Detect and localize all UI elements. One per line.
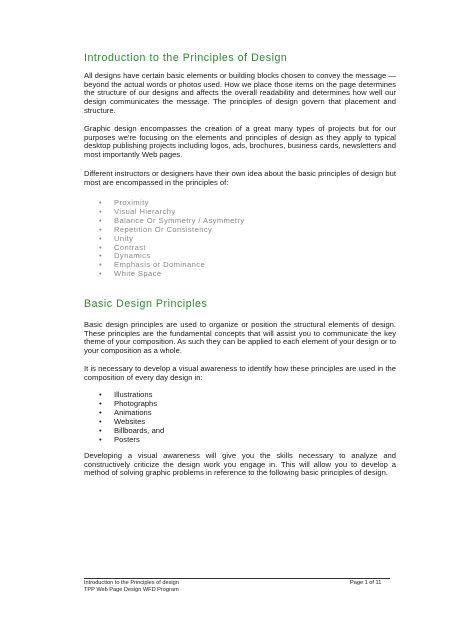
bullet-icon: • [99,390,102,399]
list-item: • Animations [99,407,152,417]
footer-program: TPP Web Page Design WFD Program [84,587,179,593]
bullet-icon: • [99,215,103,225]
list-item: • Repetition Or Consistency [99,224,213,234]
footer-title: Introduction to the Principles of design [84,580,179,586]
list-item: • White Space [99,269,162,279]
closing-paragraph: Developing a visual awareness will give you the skills necessary to analyze and constructively criticize the design work you engage in. This will allow you to develop a method of solving graphic problems in reference to the following basic principles of design. [84,451,396,478]
list-item: • Balance Or Symmetry / Asymmetry [99,215,245,225]
list-item: • Emphasis or Dominance [99,260,206,270]
bullet-icon: • [99,269,103,279]
bullet-icon: • [99,251,103,261]
principles-list [84,199,245,279]
footer-divider [84,578,390,579]
bullet-icon: • [99,398,102,408]
list-item: • Visual Hierarchy [99,206,176,216]
bullet-icon: • [99,206,103,216]
bullet-icon: • [99,198,103,207]
intro-paragraph: All designs have certain basic elements or building blocks chosen to convey the message — beyond the actual words or photos used. How we place those items on the page determines the structure of our designs and affects the overall readability and determines how well our design communicates the message. The principles of design govern that placement and structure. [84,71,396,115]
visual-awareness-paragraph: It is necessary to develop a visual awareness to identify how these principles are used in the composition of every day design in: [84,364,396,382]
list-item: • Posters [99,434,140,444]
list-item: • Billboards, and [99,425,165,435]
graphic-design-paragraph: Graphic design encompasses the creation of a great many types of projects but for our purposes we're focusing on the elements and principles of design as they apply to typical desktop publishing projects including logos, ads, brochures, business cards, newsletters and most importantly Web pages. [84,124,396,160]
list-item: • Photographs [99,398,158,408]
bullet-icon: • [99,224,103,234]
section-heading-introduction: Introduction to the Principles of Design [84,52,288,64]
bullet-icon: • [99,407,102,417]
list-item: • Unity [99,233,134,243]
list-item: • Dynamics [99,251,151,261]
bullet-icon: • [99,434,102,444]
list-item: • Proximity [99,198,149,207]
bullet-icon: • [99,425,102,435]
principles-intro-paragraph: Different instructors or designers have their own idea about the basic principles of design but most are encompassed in the principles of: [84,169,396,187]
list-item: • Contrast [99,242,146,252]
bullet-icon: • [99,416,102,426]
bullet-icon: • [99,233,103,243]
section-heading-basic-principles: Basic Design Principles [84,298,208,310]
page-number: Page 1 of 11 [350,580,382,586]
list-item: • Websites [99,416,146,426]
media-list [84,391,164,444]
basic-principles-paragraph: Basic design principles are used to organize or position the structural elements of design. These principles are the fundamental concepts that will assist you to communicate the key theme of your composition. As such they can be applied to each element of your design or to your composition as a whole. [84,320,396,356]
bullet-icon: • [99,242,103,252]
list-item: • Illustrations [99,390,153,399]
bullet-icon: • [99,260,103,270]
